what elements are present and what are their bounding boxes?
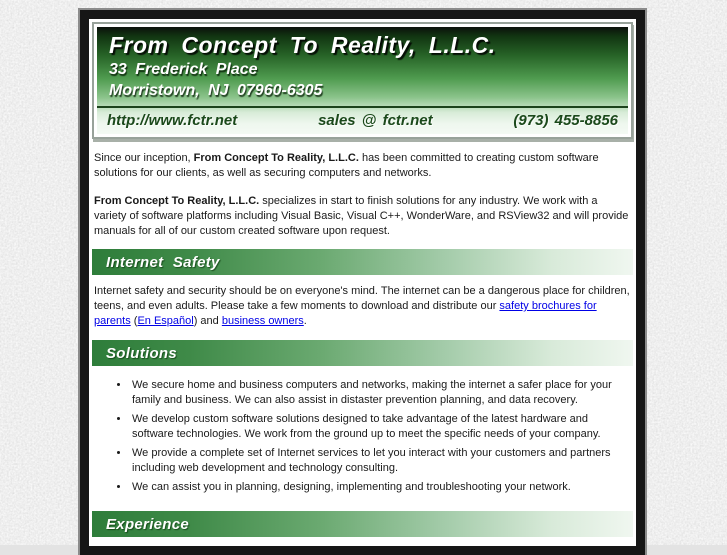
address-line-1: 33 Frederick Place [109,61,258,78]
business-owners-link[interactable]: business owners [221,315,304,327]
experience-title: Experience [106,515,190,533]
intro-paragraph-2 [94,194,631,239]
list-item: • We develop custom software solutions designed to take advantage of the latest hardware and software technologies. We work from the ground up to meet the specific needs of your company. [130,412,631,442]
list-item: • We can assist you in planning, designing, implementing and troubleshooting your network. [130,480,631,495]
page-content [89,19,636,540]
company-name-bold: From Concept To Reality, L.L.C. [193,152,359,164]
internet-safety-text: ) and [193,315,222,327]
section-header-experience [92,511,633,537]
section-header-solutions [92,340,633,366]
intro-2-text: specializes in start to finish solutions for any industry. We work with a variety of software platforms including Visual Basic, Visual C++, WonderWare, and RSView32 and will provide manuals for all of our custom created software upon request. [94,195,629,237]
company-name: From Concept To Reality, L.L.C. [109,32,496,58]
page-frame [80,10,645,555]
phone-number: (973) 455-8856 [513,112,618,129]
intro-1-text-after: has been committed to creating custom software solutions for our clients, as well as securing computers and networks. [94,152,599,179]
solutions-list [94,378,631,495]
section-header-internet-safety [92,249,633,275]
banner-contact-row [97,106,628,134]
list-item: • We provide a complete set of Internet services to let you interact with your customers and partners including web development and technology consulting. [130,446,631,476]
intro-paragraph-1 [94,151,631,181]
internet-safety-title: Internet Safety [106,253,220,271]
company-name-bold: From Concept To Reality, L.L.C. [94,195,260,207]
internet-safety-text: Internet safety and security should be on everyone's mind. The internet can be a dangerous place for children, teens, and even adults. Please take a few moments to download and distribute our [94,285,630,312]
internet-safety-text: ( [130,315,138,327]
solutions-title: Solutions [106,344,178,362]
intro-1-text: Since our inception, [94,152,194,164]
parents-brochure-link[interactable]: safety brochures for parents [94,300,597,327]
company-banner [92,22,633,139]
banner-gradient [97,27,628,134]
website-url: http://www.fctr.net [107,112,238,129]
espanol-link[interactable]: En Español [137,315,194,327]
list-item: • We secure home and business computers and networks, making the internet a safer place for your family and business. We can also assist in distaster prevention planning, and data recovery. [130,378,631,408]
internet-safety-paragraph [94,284,631,329]
sales-email: sales @ fctr.net [318,112,433,129]
address-line-2: Morristown, NJ 07960-6305 [109,82,323,99]
internet-safety-text: . [303,315,307,327]
